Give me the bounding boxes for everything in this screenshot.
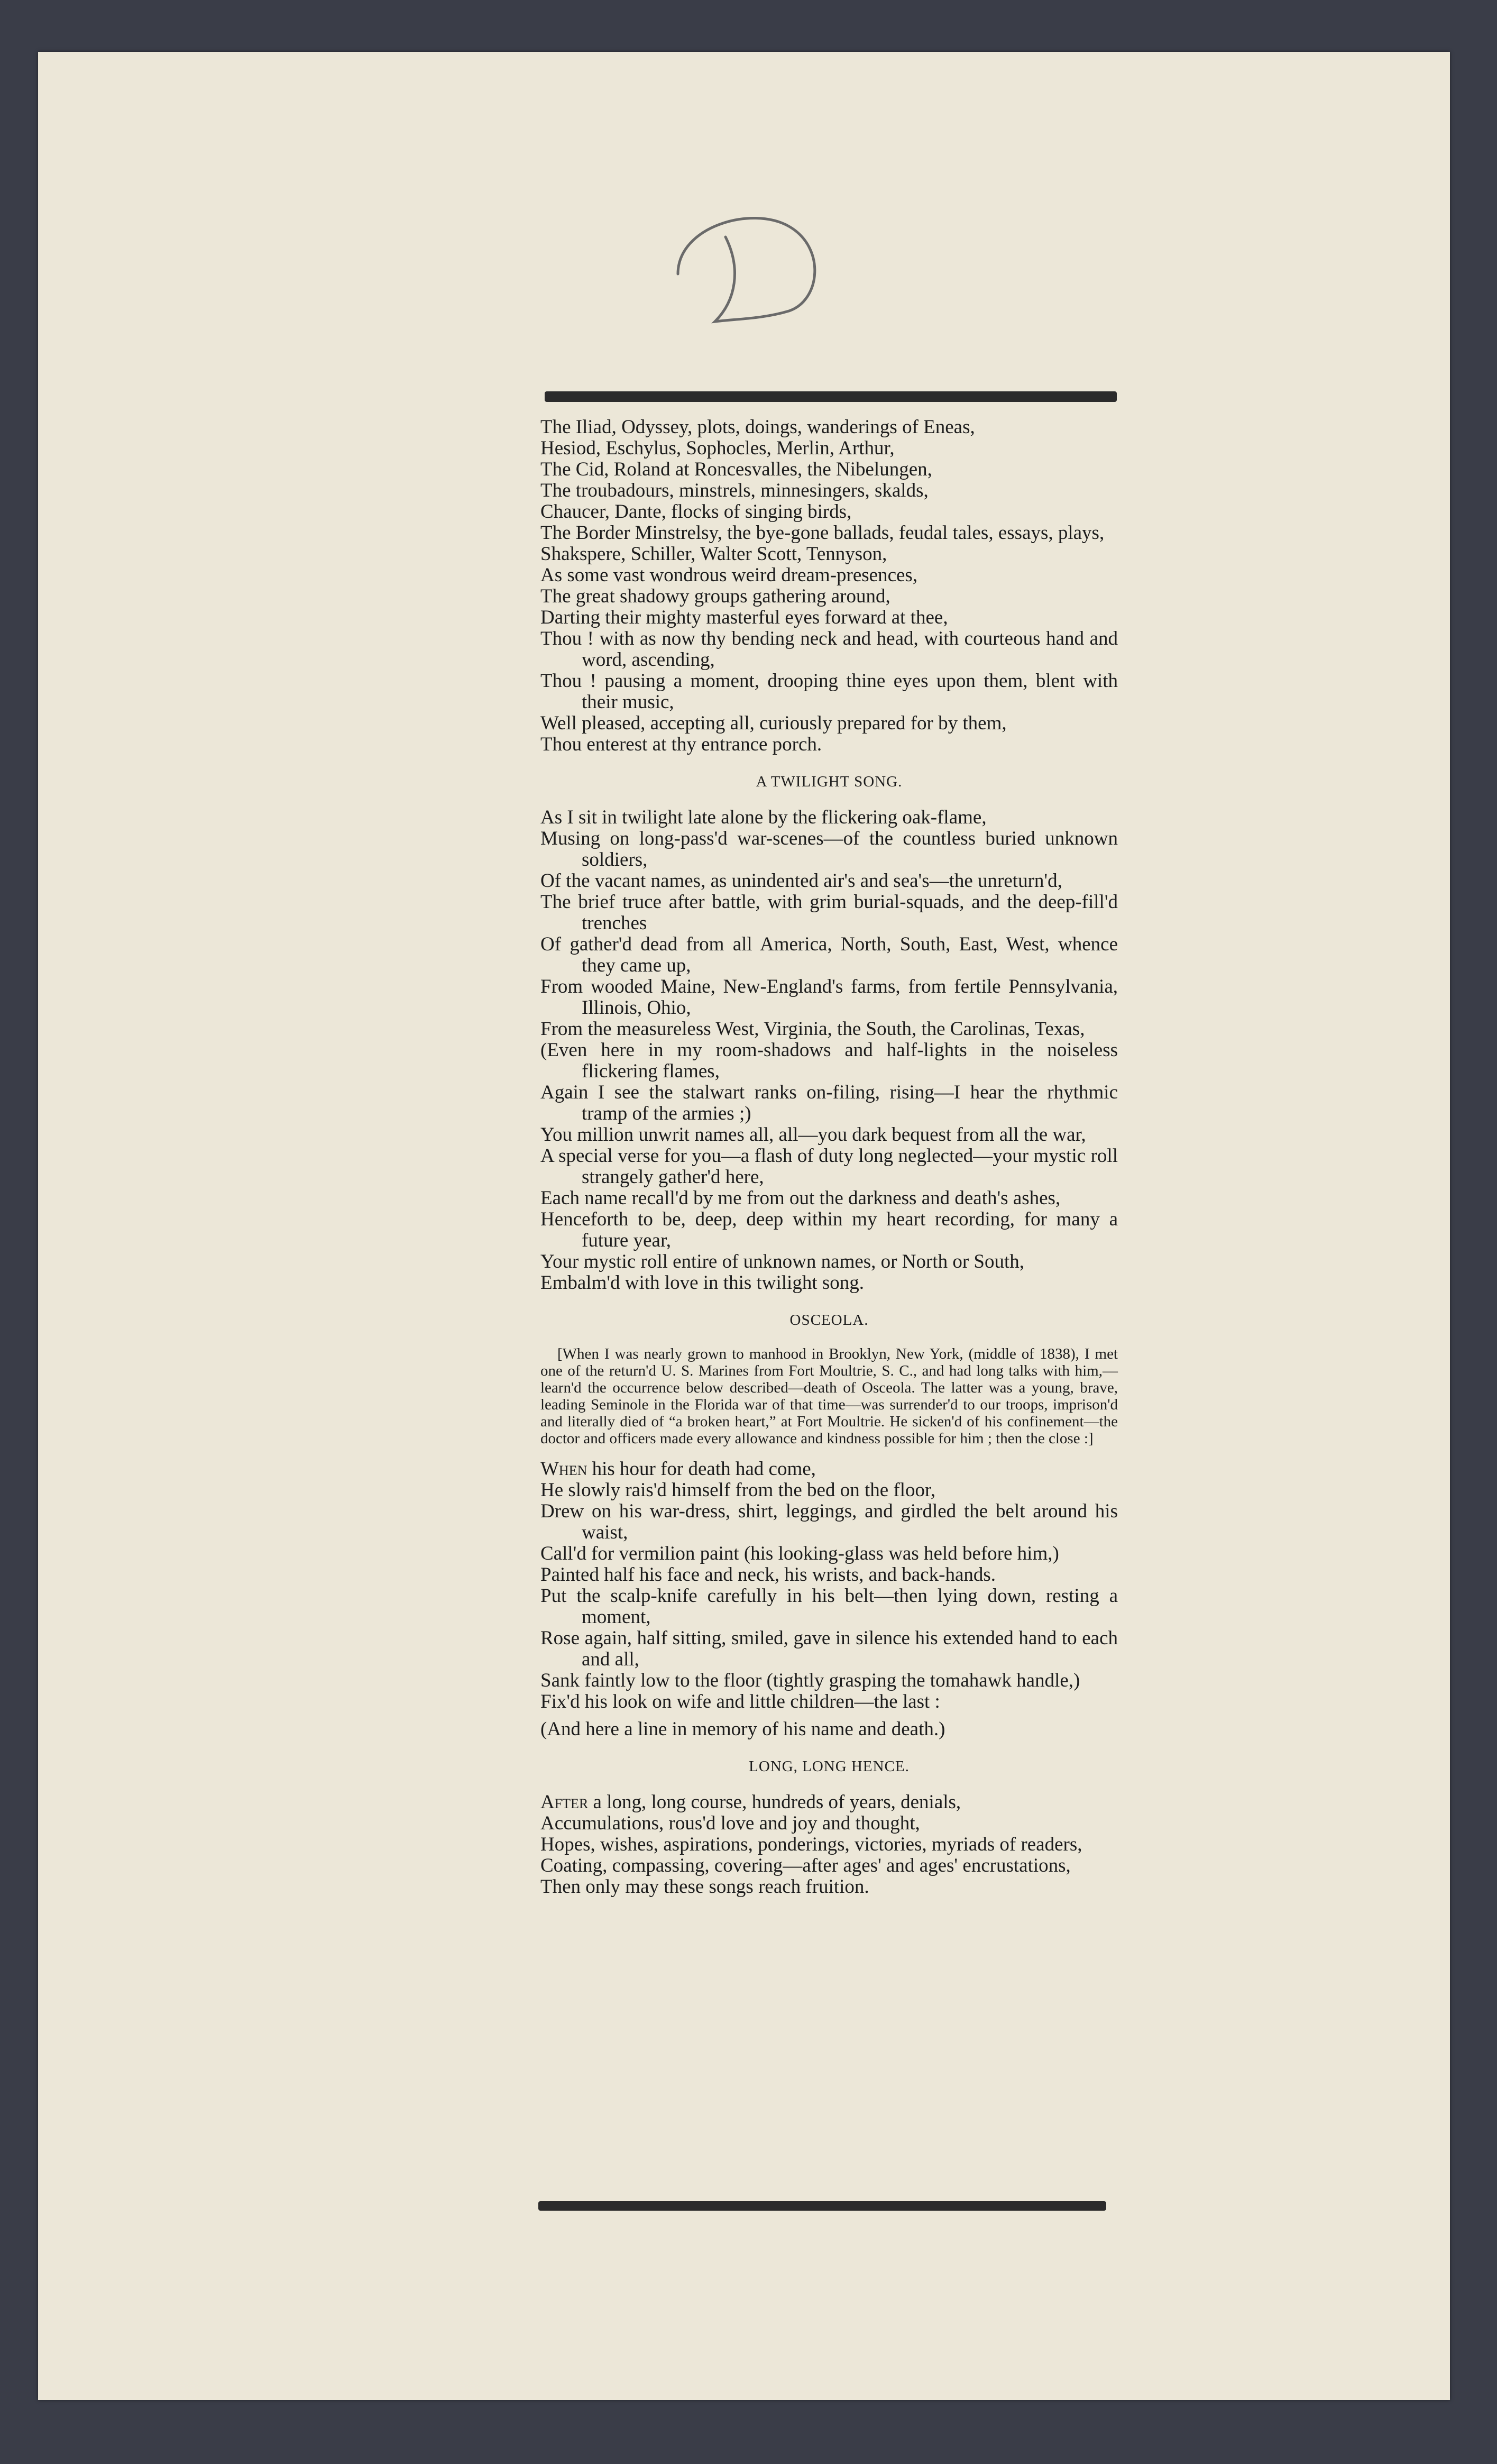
twilight-song-title: A TWILIGHT SONG. [756,773,903,790]
poem-line: Then only may these songs reach fruition. [540,1876,869,1898]
paper-sheet [38,52,1450,2400]
poem-line: Embalm'd with love in this twilight song. [540,1272,865,1294]
poem-line: As I sit in twilight late alone by the flickering oak-flame, [540,807,987,828]
poem-line [540,1792,1118,1813]
poem-line [540,1459,1118,1480]
poem-line: The great shadowy groups gathering around, [540,585,890,607]
poem-line: Chaucer, Dante, flocks of singing birds, [540,501,852,523]
poem-line: The Cid, Roland at Roncesvalles, the Nibelungen, [540,459,932,480]
poem-line: Shakspere, Schiller, Walter Scott, Tennyson, [540,543,887,565]
long-long-hence-stanza [540,1792,1118,1898]
osceola-prefatory-note: [When I was nearly grown to manhood in Brooklyn, New York, (middle of 1838), I met one of the return'd U. S. Marines from Fort Moultrie, S. C., and had long talks with him,—learn'd the occurrence below described—death of Osceola. The latter was a young, brave, leading Seminole in the Florida war of that time—was surrender'd to our troops, imprison'd and literally died of “a broken heart,” at Fort Moultrie. He sicken'd of his confinement—the doctor and officers made every allowance and kindness possible for him ; then the close :] [540,1345,1118,1447]
poem-line: Again I see the stalwart ranks on-filing, rising—I hear the rhythmic tramp of the armies ;) [540,1082,1118,1124]
poem-line: Of gather'd dead from all America, North, South, East, West, whence they came up, [540,933,1118,976]
poem-line: Thou enterest at thy entrance porch. [540,734,822,755]
pencil-letter-d-mark [657,205,831,343]
twilight-song-stanza [540,807,1118,1294]
poem-line: Rose again, half sitting, smiled, gave in silence his extended hand to each and all, [540,1627,1118,1670]
poem-line: He slowly rais'd himself from the bed on the floor, [540,1479,936,1501]
top-decorative-rule [545,391,1117,402]
poem-line: Sank faintly low to the floor (tightly grasping the tomahawk handle,) [540,1670,1080,1691]
poem-line: The brief truce after battle, with grim burial-squads, and the deep-fill'd trenches [540,891,1118,934]
poem-line: Coating, compassing, covering—after ages' and ages' encrustations, [540,1855,1071,1876]
poem-line: Fix'd his look on wife and little children—the last : [540,1691,940,1712]
long-long-hence-title: LONG, LONG HENCE. [749,1758,910,1775]
poem-line: Musing on long-pass'd war-scenes—of the countless buried unknown soldiers, [540,828,1118,871]
poem-line: Accumulations, rous'd love and joy and thought, [540,1812,920,1834]
poem-line: Call'd for vermilion paint (his looking-glass was held before him,) [540,1543,1059,1564]
poem-line: From the measureless West, Virginia, the South, the Carolinas, Texas, [540,1018,1085,1040]
first-word-small-caps: When [540,1458,587,1480]
poem-line: From wooded Maine, New-England's farms, from fertile Pennsylvania, Illinois, Ohio, [540,976,1118,1019]
poem-line: A special verse for you—a flash of duty long neglected—your mystic roll strangely gather'd here, [540,1145,1118,1188]
poem-line: Each name recall'd by me from out the darkness and death's ashes, [540,1187,1061,1209]
osceola-title: OSCEOLA. [789,1312,869,1329]
poem-line: The Border Minstrelsy, the bye-gone ballads, feudal tales, essays, plays, [540,522,1105,544]
poem-line: The Iliad, Odyssey, plots, doings, wanderings of Eneas, [540,416,975,438]
first-line-rest: his hour for death had come, [587,1458,816,1480]
poem-line: The troubadours, minstrels, minnesingers, skalds, [540,480,929,501]
poem-line: Darting their mighty masterful eyes forward at thee, [540,607,948,628]
poem-line: Your mystic roll entire of unknown names, or North or South, [540,1251,1024,1272]
poem-line: You million unwrit names all, all—you dark bequest from all the war, [540,1124,1086,1146]
poem-line: Hopes, wishes, aspirations, ponderings, victories, myriads of readers, [540,1834,1082,1855]
poem-line: Well pleased, accepting all, curiously prepared for by them, [540,712,1007,734]
poem-line: Thou ! with as now thy bending neck and head, with courteous hand and word, ascending, [540,628,1118,671]
first-line-rest: a long, long course, hundreds of years, denials, [588,1791,961,1813]
osceola-stanza [540,1459,1118,1740]
first-word-small-caps: After [540,1791,589,1813]
poem-line: Painted half his face and neck, his wrists, and back-hands. [540,1564,996,1586]
bottom-decorative-rule [538,2201,1106,2211]
poem-line: Hesiod, Eschylus, Sophocles, Merlin, Arthur, [540,437,895,459]
poem-line: As some vast wondrous weird dream-presences, [540,564,918,586]
poem-line: (Even here in my room-shadows and half-lights in the noiseless flickering flames, [540,1039,1118,1082]
poem-line: Henceforth to be, deep, deep within my heart recording, for many a future year, [540,1208,1118,1251]
poem-line: Thou ! pausing a moment, drooping thine eyes upon them, blent with their music, [540,670,1118,713]
intro-stanza [540,417,1118,755]
poem-line: Put the scalp-knife carefully in his belt—then lying down, resting a moment, [540,1585,1118,1628]
poem-line: Drew on his war-dress, shirt, leggings, and girdled the belt around his waist, [540,1500,1118,1543]
poem-closing-line: (And here a line in memory of his name and death.) [540,1718,945,1740]
poem-column [540,417,1118,1898]
poem-line: Of the vacant names, as unindented air's and sea's—the unreturn'd, [540,870,1062,892]
